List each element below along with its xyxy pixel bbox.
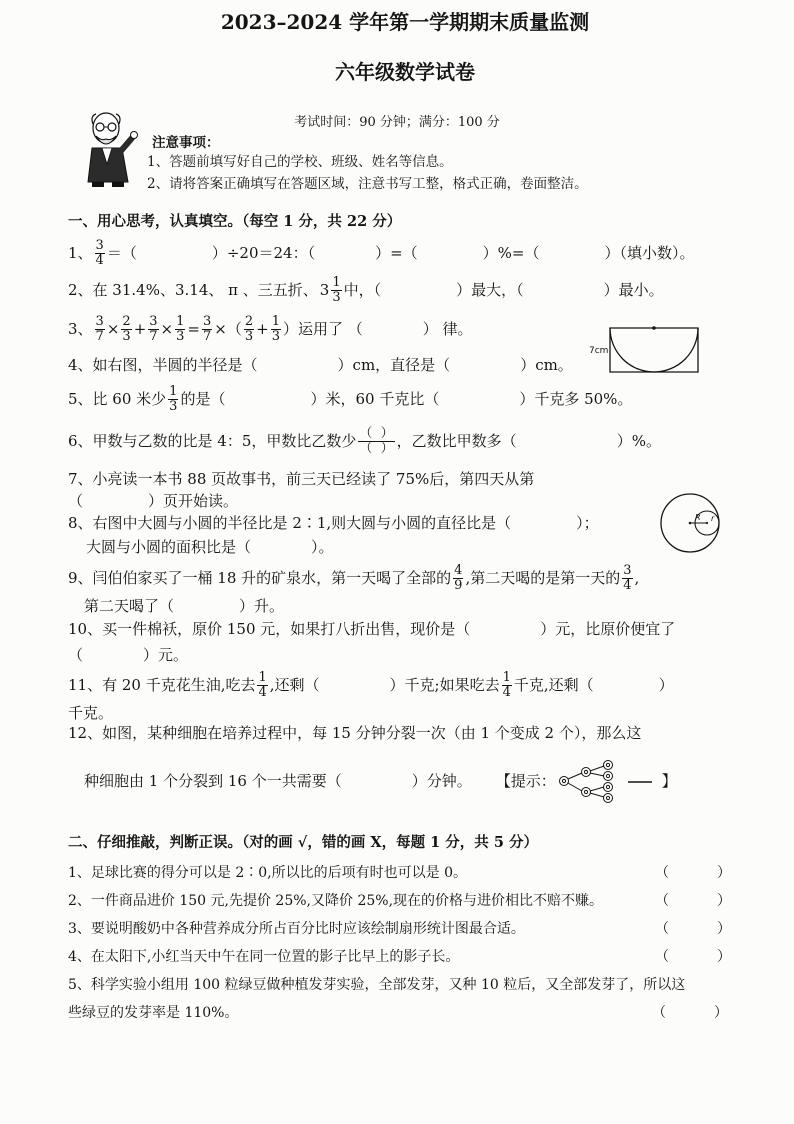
fraction bbox=[502, 671, 512, 700]
question-text: ）最小。 bbox=[603, 281, 664, 299]
question-text: ）分钟。 bbox=[411, 772, 472, 790]
whole-part: 3 bbox=[319, 281, 330, 299]
question-text: 9、闫伯伯家买了一桶 18 升的矿泉水，第一天喝了全部的 bbox=[68, 569, 452, 587]
operator: × bbox=[106, 320, 120, 338]
teacher-cartoon bbox=[78, 108, 140, 188]
question-text: ＝（ bbox=[106, 244, 137, 262]
notice-item: 1、答题前填写好自己的学校、班级、姓名等信息。 bbox=[147, 154, 453, 170]
denominator: 9 bbox=[454, 577, 463, 593]
judge-text: 些绿豆的发芽率是 110%。 bbox=[68, 1005, 239, 1021]
operator: × bbox=[160, 320, 174, 338]
numerator: 4 bbox=[454, 562, 463, 578]
denominator: 4 bbox=[623, 577, 632, 593]
fraction bbox=[175, 315, 185, 344]
question-text: 7、小亮读一本书 88 页故事书，前三天已经读了 75%后，第四天从第 bbox=[68, 470, 535, 488]
small-radius-label: r bbox=[711, 514, 715, 523]
question-text: 第二天喝了（ bbox=[84, 597, 175, 615]
denominator: 7 bbox=[202, 328, 212, 344]
operator: = bbox=[187, 320, 200, 338]
judge-text: 4、在太阳下,小红当天中午在同一位置的影子比早上的影子长。 bbox=[68, 949, 460, 965]
question-text: ,还剩（ bbox=[269, 676, 320, 694]
question-text: ，乙数比甲数多（ bbox=[396, 432, 517, 450]
question-text: 6、甲数与乙数的比是 4：5，甲数比乙数少 bbox=[68, 432, 357, 450]
fraction bbox=[257, 671, 267, 700]
question-text: 1、 bbox=[68, 244, 93, 262]
answer-blank bbox=[258, 360, 338, 370]
answer-blank bbox=[363, 324, 423, 334]
answer-blank bbox=[251, 542, 311, 552]
numerator: 3 bbox=[623, 562, 632, 578]
numerator: 1 bbox=[258, 669, 267, 685]
numerator: 3 bbox=[95, 237, 104, 253]
answer-blank bbox=[517, 436, 617, 446]
numerator-blank: （ ） bbox=[359, 425, 394, 441]
judge-text: 2、一件商品进价 150 元,先提价 25%,又降价 25%,现在的价格与进价相比不赔不赚。 bbox=[68, 893, 604, 909]
fraction bbox=[121, 315, 131, 344]
operator: + bbox=[133, 320, 147, 338]
section-2-heading bbox=[68, 827, 538, 859]
answer-blank bbox=[470, 624, 540, 634]
question-text: ）%。 bbox=[616, 432, 661, 450]
question-text: ） 律。 bbox=[422, 320, 473, 338]
question-text: 千克。 bbox=[68, 704, 114, 722]
section-1-heading bbox=[68, 206, 401, 238]
answer-blank bbox=[320, 680, 390, 690]
exam-title: 2023–2024 学年第一学期期末质量监测 bbox=[220, 10, 590, 34]
answer-blank bbox=[439, 394, 519, 404]
answer-blank bbox=[418, 248, 483, 258]
numerator: 1 bbox=[502, 669, 511, 685]
question-text: 种细胞由 1 个分裂到 16 个一共需要（ bbox=[84, 772, 342, 790]
paren-close: ） bbox=[714, 1005, 728, 1021]
denominator: 7 bbox=[149, 328, 158, 344]
question-text: （ bbox=[68, 492, 84, 510]
question-text: 千克,还剩（ bbox=[513, 676, 594, 694]
mixed-number bbox=[318, 276, 344, 305]
numerator: 3 bbox=[95, 313, 104, 329]
denominator: 3 bbox=[169, 398, 178, 414]
question-text: 8、右图中大圆与小圆的半径比是 2∶1,则大圆与小圆的直径比是（ bbox=[68, 514, 512, 532]
answer-blank bbox=[524, 285, 604, 295]
question-text: 11、有 20 千克花生油,吃去 bbox=[68, 676, 256, 694]
denominator: 4 bbox=[258, 684, 267, 700]
question-text: ）元，比原价便宜了 bbox=[540, 620, 676, 638]
denominator: 3 bbox=[332, 289, 341, 305]
fraction bbox=[453, 564, 463, 593]
denominator: 4 bbox=[95, 252, 104, 268]
question-4 bbox=[68, 349, 573, 381]
notice-heading: 注意事项： bbox=[152, 135, 220, 151]
question-text: ）。 bbox=[311, 538, 334, 556]
question-text: ）； bbox=[576, 514, 599, 532]
question-text: ）米，60 千克比（ bbox=[310, 390, 440, 408]
operator: + bbox=[256, 320, 269, 338]
paren-close: ） bbox=[717, 921, 731, 937]
question-text: 2、在 31.4%、3.14、 π 、三五折、 bbox=[68, 281, 318, 299]
fraction bbox=[331, 276, 341, 305]
exam-info: 考试时间：90 分钟；满分：100 分 bbox=[294, 115, 500, 130]
question-text: ）cm。 bbox=[520, 356, 573, 374]
question-text: ）升。 bbox=[239, 597, 285, 615]
fraction bbox=[271, 315, 281, 344]
question-text: ）cm，直径是（ bbox=[337, 356, 451, 374]
hint-label: 【提示： bbox=[495, 772, 556, 790]
fraction bbox=[622, 564, 632, 593]
question-text: ）（填小数）。 bbox=[604, 244, 695, 262]
fraction bbox=[95, 239, 105, 268]
question-text: 5、比 60 米少 bbox=[68, 390, 167, 408]
answer-blank bbox=[137, 248, 212, 258]
judge-answer-5 bbox=[652, 997, 728, 1029]
judge-text: 5、科学实验小组用 100 粒绿豆做种植发芽实验，全部发芽，又种 10 粒后，又全部发芽了，所以这 bbox=[68, 977, 686, 993]
question-text: ）千克;如果吃去 bbox=[389, 676, 500, 694]
circles-figure bbox=[655, 490, 725, 556]
answer-blank bbox=[669, 924, 717, 934]
denominator: 3 bbox=[271, 328, 280, 344]
answer-blank bbox=[83, 650, 143, 660]
numerator: 1 bbox=[169, 383, 178, 399]
denominator: 3 bbox=[122, 328, 131, 344]
question-6 bbox=[68, 425, 661, 457]
fraction bbox=[148, 315, 158, 344]
question-text: , bbox=[634, 569, 640, 587]
operator: ×（ bbox=[214, 320, 242, 338]
answer-blank bbox=[540, 248, 605, 258]
paren-close: ） bbox=[717, 893, 731, 909]
paren-open: （ bbox=[655, 893, 669, 909]
question-text: ）千克多 50%。 bbox=[519, 390, 633, 408]
answer-blank bbox=[666, 1008, 714, 1018]
exam-subtitle: 六年级数学试卷 bbox=[335, 60, 475, 84]
question-10-continued bbox=[68, 639, 188, 671]
denominator: 4 bbox=[502, 684, 511, 700]
denominator: 7 bbox=[95, 328, 104, 344]
semicircle-figure bbox=[586, 322, 702, 378]
paren-open: （ bbox=[652, 1005, 666, 1021]
big-radius-label: R bbox=[695, 513, 701, 522]
question-text: （ bbox=[68, 646, 84, 664]
blank-fraction bbox=[358, 427, 394, 456]
question-text: ,第二天喝的是第一天的 bbox=[465, 569, 621, 587]
section-heading-text: 二、仔细推敲，判断正误。（对的画 √，错的画 X，每题 1 分，共 5 分） bbox=[68, 834, 538, 851]
answer-blank bbox=[669, 868, 717, 878]
answer-blank bbox=[225, 394, 310, 404]
answer-blank bbox=[669, 896, 717, 906]
answer-blank bbox=[450, 360, 520, 370]
question-text: ）元。 bbox=[143, 646, 189, 664]
question-3 bbox=[68, 313, 473, 345]
question-text: ）运用了 （ bbox=[282, 320, 363, 338]
fraction bbox=[202, 315, 212, 344]
question-text: 的是（ bbox=[180, 390, 226, 408]
denominator: 3 bbox=[244, 328, 254, 344]
numerator: 3 bbox=[149, 313, 158, 329]
question-text: 中，（ bbox=[343, 281, 382, 299]
answer-blank bbox=[511, 518, 576, 528]
question-text: 3、 bbox=[68, 320, 93, 338]
question-text: 12、如图，某种细胞在培养过程中，每 15 分钟分裂一次（由 1 个变成 2 个），那么这 bbox=[68, 724, 642, 742]
answer-blank bbox=[381, 285, 456, 295]
question-text: 4、如右图，半圆的半径是（ bbox=[68, 356, 258, 374]
question-12 bbox=[68, 717, 641, 749]
numerator: 3 bbox=[202, 313, 212, 329]
paren-open: （ bbox=[655, 865, 669, 881]
question-8-continued bbox=[86, 531, 334, 563]
question-text: ）÷20＝24：（ bbox=[211, 244, 316, 262]
paren-open: （ bbox=[655, 921, 669, 937]
denominator-blank: （ ） bbox=[359, 440, 394, 456]
numerator: 1 bbox=[271, 313, 280, 329]
numerator: 2 bbox=[244, 313, 254, 329]
notice-item: 2、请将答案正确填写在答题区域，注意书写工整，格式正确，卷面整洁。 bbox=[147, 176, 588, 192]
fraction bbox=[168, 385, 178, 414]
paren-open: （ bbox=[655, 949, 669, 965]
answer-blank bbox=[594, 680, 659, 690]
section-heading-text: 一、用心思考，认真填空。（每空 1 分，共 22 分） bbox=[68, 213, 402, 230]
judge-item-5-continued bbox=[68, 997, 238, 1029]
paren-close: ） bbox=[717, 949, 731, 965]
cell-division-diagram bbox=[556, 758, 656, 804]
denominator: 3 bbox=[176, 328, 185, 344]
fraction bbox=[95, 315, 105, 344]
question-12-continued bbox=[84, 757, 677, 805]
question-text: ）%=（ bbox=[482, 244, 540, 262]
answer-blank bbox=[174, 601, 239, 611]
question-text: ）页开始读。 bbox=[148, 492, 239, 510]
paren-close: ） bbox=[717, 865, 731, 881]
answer-blank bbox=[342, 776, 412, 786]
question-text: ） bbox=[658, 676, 674, 694]
question-text: ）=（ bbox=[375, 244, 418, 262]
question-text: ）最大，（ bbox=[456, 281, 524, 299]
question-text: 10、买一件棉袄，原价 150 元，如果打八折出售，现价是（ bbox=[68, 620, 471, 638]
semicircle-height-label: 7cm bbox=[589, 346, 609, 356]
answer-blank bbox=[669, 952, 717, 962]
question-1 bbox=[68, 237, 695, 269]
question-text: 大圆与小圆的面积比是（ bbox=[86, 538, 252, 556]
fraction bbox=[244, 315, 254, 344]
numerator: 1 bbox=[332, 274, 341, 290]
question-11 bbox=[68, 669, 674, 701]
question-5 bbox=[68, 383, 632, 415]
numerator: 2 bbox=[122, 313, 131, 329]
judge-text: 1、足球比赛的得分可以是 2∶0,所以比的后项有时也可以是 0。 bbox=[68, 865, 467, 881]
numerator: 1 bbox=[176, 313, 185, 329]
hint-close: 】 bbox=[661, 772, 677, 790]
answer-blank bbox=[83, 496, 148, 506]
answer-blank bbox=[315, 248, 375, 258]
question-2 bbox=[68, 274, 664, 306]
judge-text: 3、要说明酸奶中各种营养成分所占百分比时应该绘制扇形统计图最合适。 bbox=[68, 921, 525, 937]
